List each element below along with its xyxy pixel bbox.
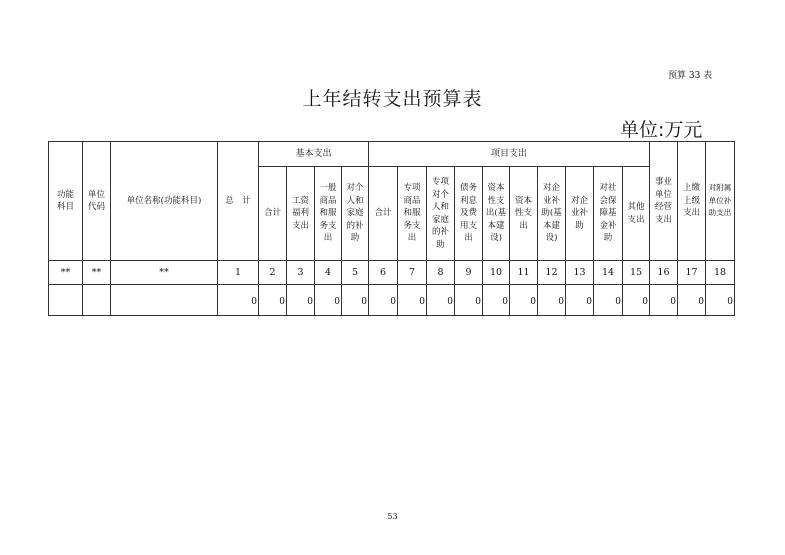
table-cell: ** bbox=[83, 261, 111, 285]
table-cell bbox=[83, 285, 111, 316]
header-func-code: 功能 科目 bbox=[49, 142, 83, 261]
table-cell: 0 bbox=[483, 285, 510, 316]
table-cell: 7 bbox=[398, 261, 427, 285]
header-personal-basic: 对个 人和 家庭 的补 助 bbox=[342, 167, 369, 261]
header-project-total: 合计 bbox=[369, 167, 398, 261]
table-cell: 16 bbox=[650, 261, 678, 285]
table-cell: 0 bbox=[594, 285, 623, 316]
table-cell: 0 bbox=[315, 285, 342, 316]
table-cell: 0 bbox=[398, 285, 427, 316]
table-cell: 0 bbox=[510, 285, 538, 316]
page-title: 上年结转支出预算表 bbox=[302, 88, 483, 110]
index-row bbox=[49, 261, 735, 285]
header-other: 其他 支出 bbox=[623, 167, 650, 261]
header-total: 总 计 bbox=[218, 142, 259, 261]
table-cell bbox=[49, 285, 83, 316]
table-cell bbox=[111, 285, 218, 316]
header-project-group: 项目支出 bbox=[369, 142, 650, 167]
header-social-security: 对社 会保 障基 金补 助 bbox=[594, 167, 623, 261]
table-cell: 0 bbox=[623, 285, 650, 316]
table-cell: 0 bbox=[427, 285, 455, 316]
header-capital-build: 资本 性支 出(基 本建 设) bbox=[483, 167, 510, 261]
table-cell: 17 bbox=[678, 261, 706, 285]
header-enterprise: 对企 业补 助 bbox=[566, 167, 594, 261]
header-unit-name: 单位名称(功能科目) bbox=[111, 142, 218, 261]
unit-label: 单位:万元 bbox=[620, 119, 703, 141]
table-cell: 18 bbox=[706, 261, 735, 285]
header-unit-code: 单位 代码 bbox=[83, 142, 111, 261]
header-upper: 上缴 上级 支出 bbox=[678, 142, 706, 261]
table-cell: 0 bbox=[538, 285, 566, 316]
table-cell: 5 bbox=[342, 261, 369, 285]
budget-table bbox=[48, 141, 735, 316]
data-row bbox=[49, 285, 735, 316]
table-cell: 0 bbox=[706, 285, 735, 316]
table-cell: 0 bbox=[342, 285, 369, 316]
table-cell: 4 bbox=[315, 261, 342, 285]
header-business: 事业 单位 经营 支出 bbox=[650, 142, 678, 261]
table-cell: 9 bbox=[455, 261, 483, 285]
table-cell: 11 bbox=[510, 261, 538, 285]
header-salary: 工资 福利 支出 bbox=[287, 167, 315, 261]
header-affiliated: 对附属 单位补 助支出 bbox=[706, 142, 735, 261]
table-cell: 2 bbox=[259, 261, 287, 285]
header-debt: 债务 利息 及费 用支 出 bbox=[455, 167, 483, 261]
table-cell: 3 bbox=[287, 261, 315, 285]
table-cell: 10 bbox=[483, 261, 510, 285]
table-cell: 0 bbox=[218, 285, 259, 316]
table-cell: 15 bbox=[623, 261, 650, 285]
table-cell: 12 bbox=[538, 261, 566, 285]
table-cell: 0 bbox=[678, 285, 706, 316]
table-cell: 0 bbox=[287, 285, 315, 316]
header-basic-group: 基本支出 bbox=[259, 142, 369, 167]
header-special-personal: 专项 对个 人和 家庭 的补 助 bbox=[427, 167, 455, 261]
table-cell: ** bbox=[111, 261, 218, 285]
table-cell: 1 bbox=[218, 261, 259, 285]
header-basic-total: 合计 bbox=[259, 167, 287, 261]
table-cell: 0 bbox=[259, 285, 287, 316]
table-number-label: 预算 33 表 bbox=[668, 71, 713, 81]
table-cell: 0 bbox=[369, 285, 398, 316]
header-special-goods: 专项 商品 和服 务支 出 bbox=[398, 167, 427, 261]
header-enterprise-build: 对企 业补 助(基 本建 设) bbox=[538, 167, 566, 261]
table-cell: 14 bbox=[594, 261, 623, 285]
header-goods: 一般 商品 和服 务支 出 bbox=[315, 167, 342, 261]
page-number: 53 bbox=[387, 512, 398, 521]
table-cell: 0 bbox=[566, 285, 594, 316]
table-cell: 0 bbox=[650, 285, 678, 316]
table-cell: 13 bbox=[566, 261, 594, 285]
header-capital: 资本 性支 出 bbox=[510, 167, 538, 261]
table-cell: ** bbox=[49, 261, 83, 285]
table-cell: 8 bbox=[427, 261, 455, 285]
table-cell: 6 bbox=[369, 261, 398, 285]
table-cell: 0 bbox=[455, 285, 483, 316]
